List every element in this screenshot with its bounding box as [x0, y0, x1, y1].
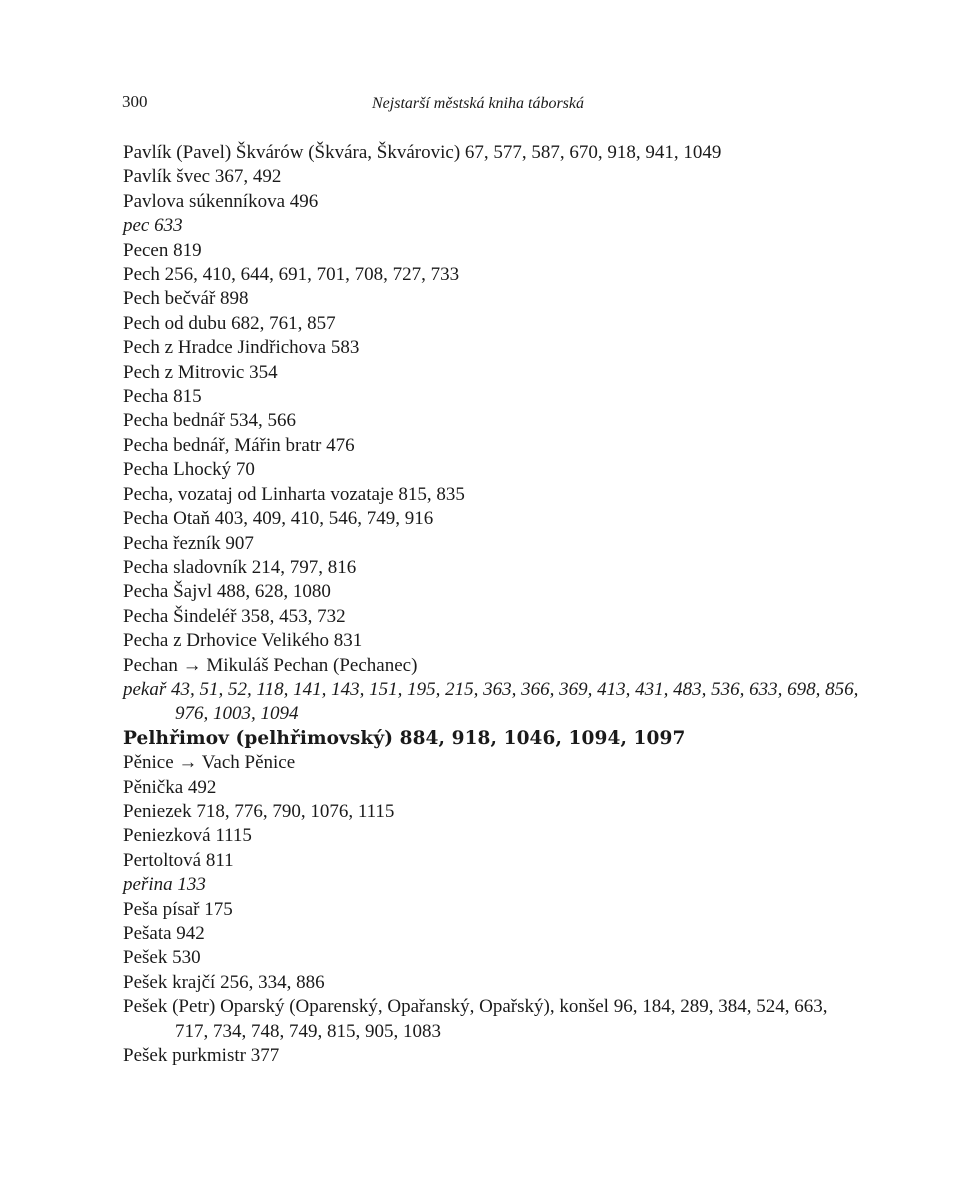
index-entry: pec 633 [123, 215, 183, 237]
index-entry: Pecha Šajvl 488, 628, 1080 [123, 581, 331, 603]
index-entry: Pěnice → Vach Pěnice [123, 752, 296, 774]
index-entry: Pavlova súkenníkova 496 [123, 190, 319, 212]
index-entry: pekař 43, 51, 52, 118, 141, 143, 151, 195, 215, 363, 366, 369, 413, 431, 483, 536, 633, 698, 856, 976, 1003, 1094 [123, 678, 859, 725]
index-entry: Pecha 815 [123, 386, 202, 408]
index-entry: Pecha bednář 534, 566 [123, 410, 297, 432]
index-entry: Pecen 819 [123, 239, 202, 261]
index-entry: Pech od dubu 682, 761, 857 [123, 312, 336, 334]
index-entry: Pech z Hradce Jindřichova 583 [123, 337, 360, 359]
index-entry: Pech z Mitrovic 354 [123, 361, 278, 383]
index-entry: Pešata 942 [123, 923, 205, 944]
index-entry: Pertoltová 811 [123, 849, 234, 871]
index-entry: Pelhřimov (pelhřimovský) 884, 918, 1046, 1094, 1097 [123, 727, 686, 749]
index-entry: Peša písař 175 [123, 898, 233, 920]
index-entry: Pavlík (Pavel) Škvárów (Škvára, Škvárovic) 67, 577, 587, 670, 918, 941, 1049 [123, 142, 722, 163]
index-entry: Pech 256, 410, 644, 691, 701, 708, 727, 733 [123, 264, 460, 286]
index-entry: Pech bečvář 898 [123, 288, 249, 310]
index-entry: Pecha sladovník 214, 797, 816 [123, 556, 357, 578]
index-entry: Peniezková 1115 [123, 825, 252, 847]
index-entry: Pecha Šindeléř 358, 453, 732 [123, 605, 346, 627]
index-entry: Pešek purkmistr 377 [123, 1045, 280, 1067]
index-entry: Pecha Otaň 403, 409, 410, 546, 749, 916 [123, 508, 434, 530]
index-entry: Pešek 530 [123, 947, 201, 969]
index-entry: peřina 133 [123, 874, 206, 896]
index-entry: Pecha bednář, Mářin bratr 476 [123, 434, 355, 456]
index-entry: Pecha Lhocký 70 [123, 459, 255, 481]
page-number: 300 [122, 92, 148, 111]
index-entry: Pechan → Mikuláš Pechan (Pechanec) [123, 654, 418, 676]
index-entry: Pešek krajčí 256, 334, 886 [123, 971, 325, 993]
index-entry: Pěnička 492 [123, 776, 217, 798]
index-entry: Pecha, vozataj od Linharta vozataje 815, 835 [123, 483, 465, 505]
running-title: Nejstarší městská kniha táborská [372, 95, 584, 112]
index-entry: Pavlík švec 367, 492 [123, 166, 282, 188]
index-entry: Pecha z Drhovice Velikého 831 [123, 630, 363, 652]
index-entry: Pešek (Petr) Oparský (Oparenský, Opařanský, Opařský), konšel 96, 184, 289, 384, 524, 663, 717, 734, 748, 749, 815, 905, 1083 [123, 996, 828, 1042]
index-entry: Pecha řezník 907 [123, 532, 254, 554]
index-entry-list [123, 141, 863, 1068]
index-entry: Peniezek 718, 776, 790, 1076, 1115 [123, 800, 395, 822]
